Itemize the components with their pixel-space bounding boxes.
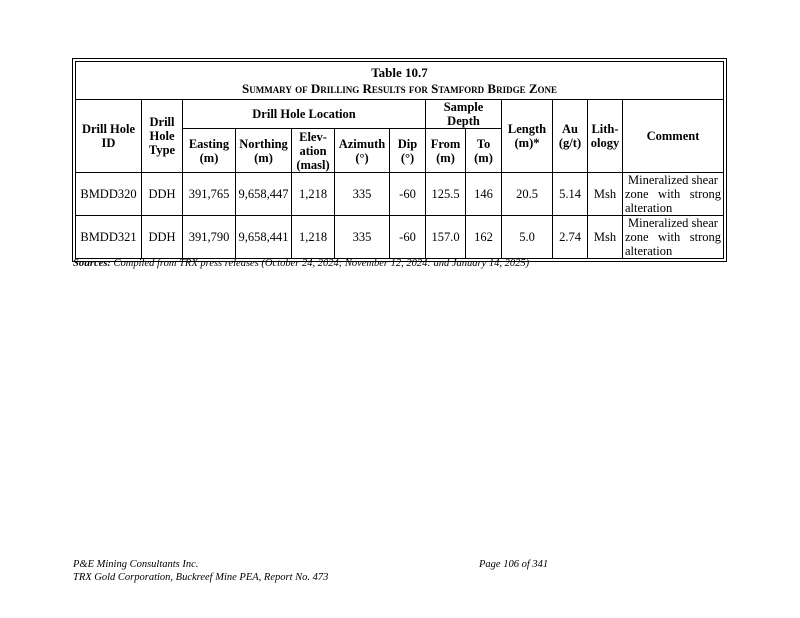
footer-report: TRX Gold Corporation, Buckreef Mine PEA, Report No. 473 [73, 572, 329, 583]
cell-elevation: 1,218 [292, 216, 335, 259]
table-row [76, 216, 724, 259]
cell-to: 146 [466, 173, 502, 216]
sources-label: Sources: [73, 258, 111, 269]
header-length: Length (m)* [502, 100, 553, 173]
comment-text-end: alteration [625, 244, 673, 258]
cell-lithology: Msh [588, 173, 623, 216]
cell-easting: 391,765 [183, 173, 236, 216]
header-easting: Easting (m) [183, 129, 236, 173]
header-from: From (m) [426, 129, 466, 173]
cell-length: 20.5 [502, 173, 553, 216]
header-to: To (m) [466, 129, 502, 173]
cell-northing: 9,658,447 [236, 173, 292, 216]
cell-hole-id: BMDD320 [76, 173, 142, 216]
header-elevation: Elev- ation (masl) [292, 129, 335, 173]
cell-azimuth: 335 [335, 216, 390, 259]
header-hole-type: Drill Hole Type [142, 100, 183, 173]
header-lithology: Lith- ology [588, 100, 623, 173]
drilling-results-table [75, 61, 724, 259]
drilling-results-table-frame [72, 58, 727, 262]
cell-lithology: Msh [588, 216, 623, 259]
header-northing: Northing (m) [236, 129, 292, 173]
sources-text: Compiled from TRX press releases (October 24, 2024; November 12, 2024: and January 14, 2025) [113, 258, 530, 269]
header-azimuth: Azimuth (°) [335, 129, 390, 173]
table-caption [76, 62, 724, 100]
comment-text: Mineralized shear zone with strong [625, 216, 721, 244]
header-au: Au (g/t) [553, 100, 588, 173]
header-comment: Comment [623, 100, 724, 173]
table-row [76, 173, 724, 216]
sources-note [73, 258, 529, 269]
table-number: Table 10.7 [371, 64, 428, 80]
cell-au: 5.14 [553, 173, 588, 216]
cell-dip: -60 [390, 216, 426, 259]
cell-hole-type: DDH [142, 216, 183, 259]
cell-comment [623, 216, 724, 259]
cell-northing: 9,658,441 [236, 216, 292, 259]
cell-hole-id: BMDD321 [76, 216, 142, 259]
cell-comment [623, 173, 724, 216]
cell-hole-type: DDH [142, 173, 183, 216]
header-dip: Dip (°) [390, 129, 426, 173]
header-location-group: Drill Hole Location [183, 100, 426, 129]
cell-elevation: 1,218 [292, 173, 335, 216]
cell-length: 5.0 [502, 216, 553, 259]
comment-text: Mineralized shear zone with strong [625, 173, 721, 201]
cell-dip: -60 [390, 173, 426, 216]
table-title: Summary of Drilling Results for Stamford Bridge Zone [241, 80, 558, 96]
cell-au: 2.74 [553, 216, 588, 259]
footer-page-number: Page 106 of 341 [479, 559, 549, 570]
cell-azimuth: 335 [335, 173, 390, 216]
comment-text-end: alteration [625, 201, 673, 215]
cell-to: 162 [466, 216, 502, 259]
cell-from: 157.0 [426, 216, 466, 259]
footer-company: P&E Mining Consultants Inc. [73, 559, 199, 570]
cell-from: 125.5 [426, 173, 466, 216]
cell-easting: 391,790 [183, 216, 236, 259]
header-hole-id: Drill Hole ID [76, 100, 142, 173]
header-sample-depth-group: Sample Depth [426, 100, 502, 129]
